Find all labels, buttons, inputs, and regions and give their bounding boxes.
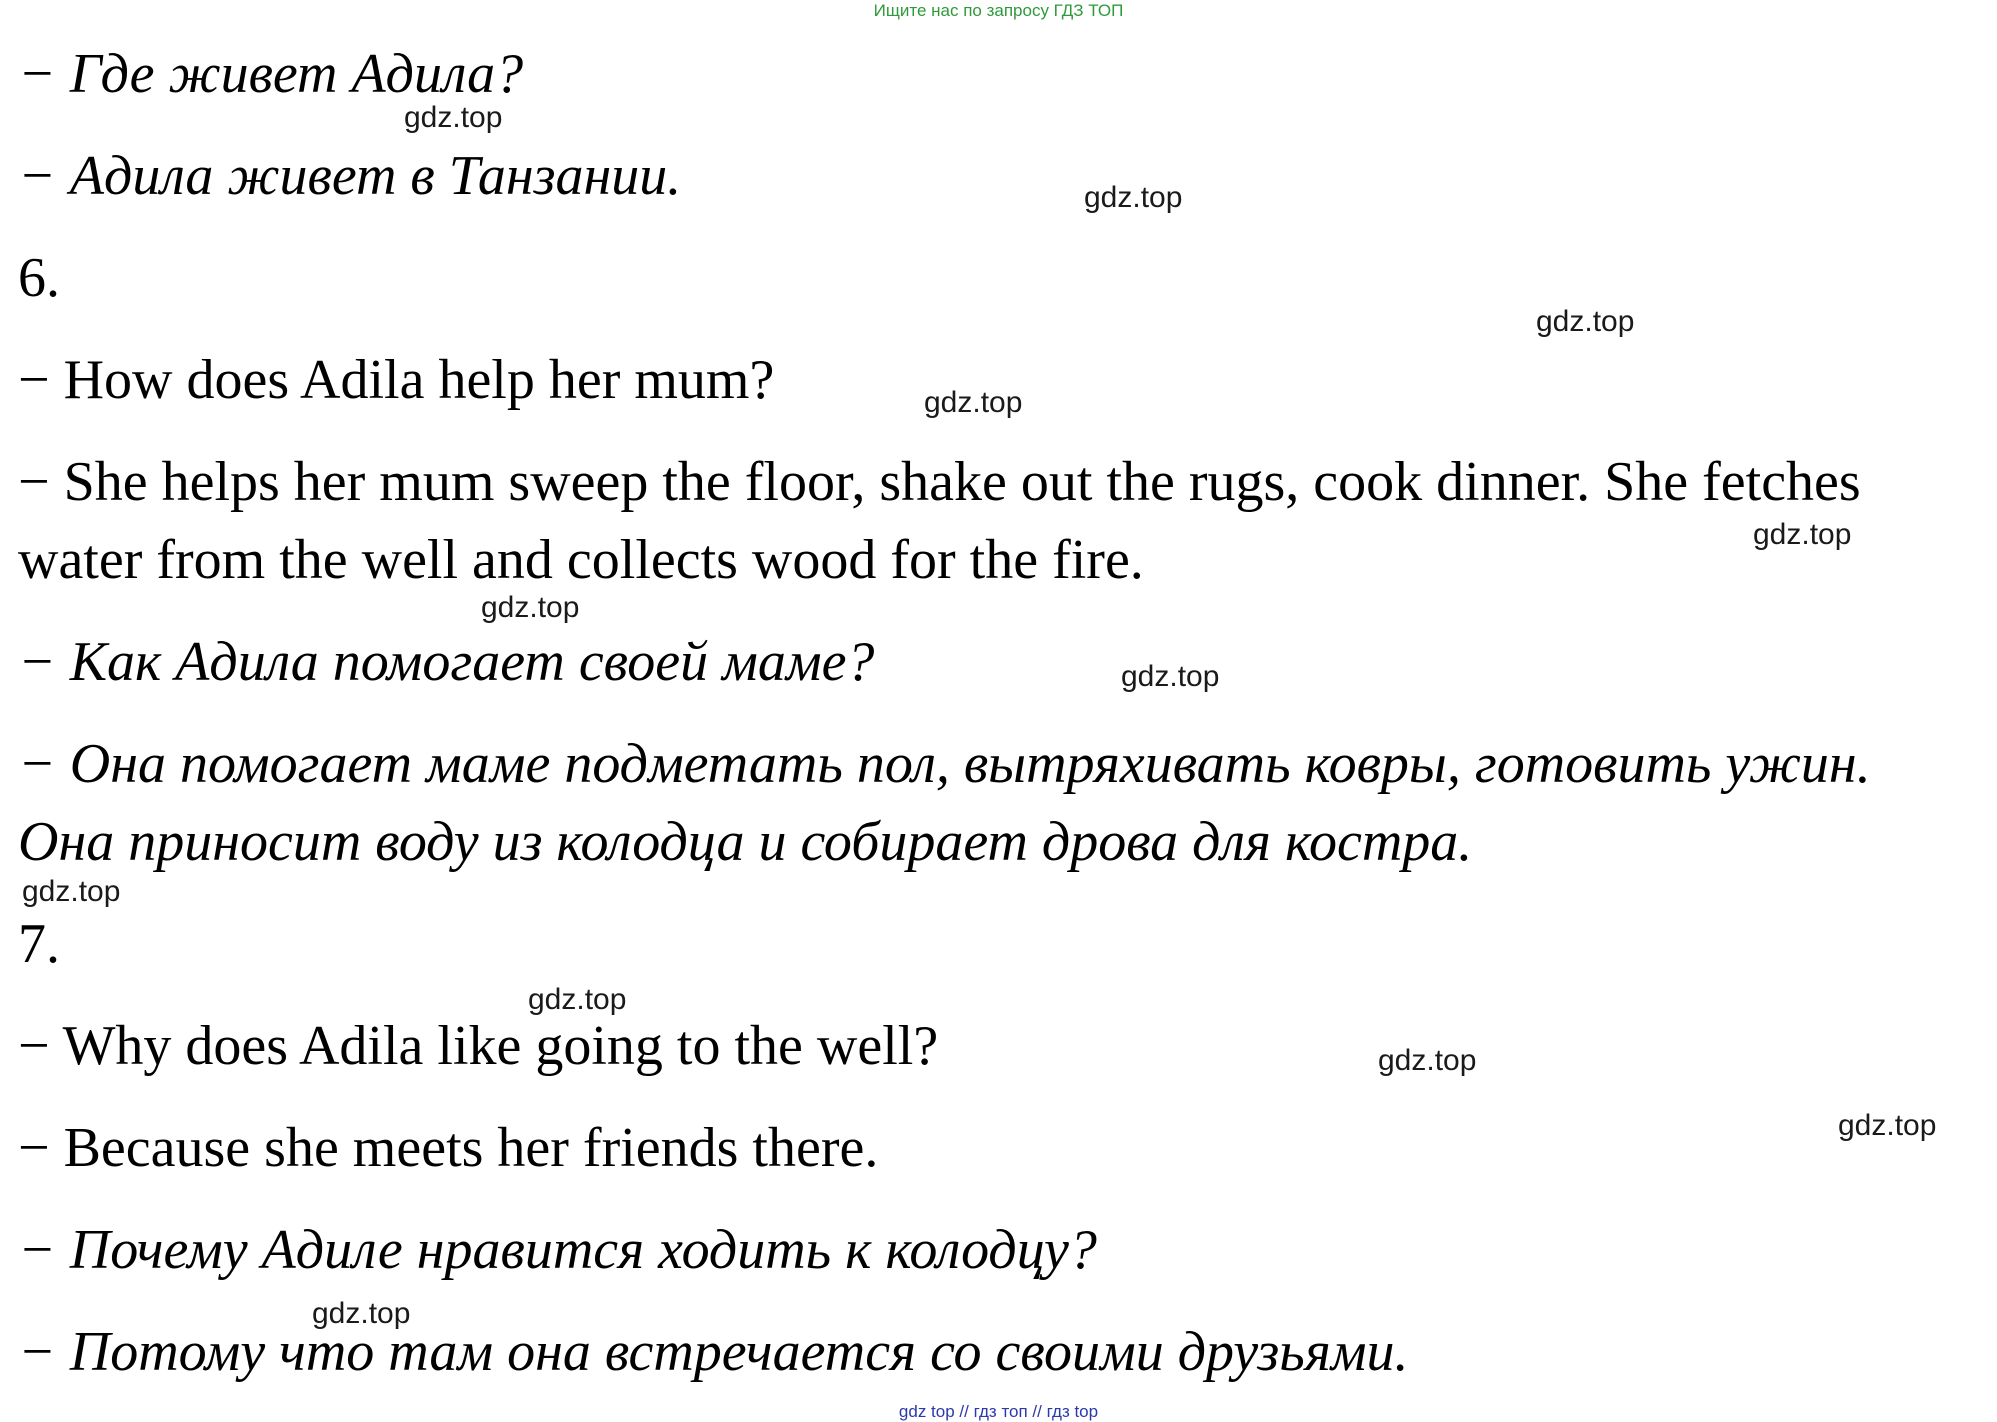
- answer-7-en: − Because she meets her friends there.: [18, 1117, 879, 1179]
- footer-note: gdz top // гдз топ // гдз top: [898, 1402, 1099, 1421]
- watermark: gdz.top: [22, 875, 121, 908]
- answer-7-ru: − Потому что там она встречается со своими друзьями.: [18, 1321, 1409, 1383]
- watermark: gdz.top: [1121, 660, 1220, 693]
- question-5-ru: − Где живет Адила?: [18, 43, 524, 105]
- watermark: gdz.top: [1753, 518, 1852, 551]
- exercise-number-6: 6.: [18, 247, 60, 309]
- answer-6-en-line1: − She helps her mum sweep the floor, shake out the rugs, cook dinner. She fetches: [18, 451, 1861, 513]
- question-6-en: − How does Adila help her mum?: [18, 349, 775, 411]
- header-search-note: Ищите нас по запросу ГДЗ ТОП: [873, 1, 1124, 20]
- watermark: gdz.top: [312, 1297, 411, 1330]
- watermark: gdz.top: [404, 101, 503, 134]
- watermark: gdz.top: [924, 386, 1023, 419]
- watermark: gdz.top: [1378, 1044, 1477, 1077]
- answer-6-ru-line1: − Она помогает маме подметать пол, вытряхивать ковры, готовить ужин.: [18, 733, 1871, 795]
- watermark: gdz.top: [481, 591, 580, 624]
- question-6-ru: − Как Адила помогает своей маме?: [18, 631, 875, 693]
- question-7-en: − Why does Adila like going to the well?: [18, 1015, 939, 1077]
- watermark: gdz.top: [528, 983, 627, 1016]
- answer-6-ru-line2: Она приносит воду из колодца и собирает дрова для костра.: [18, 811, 1473, 873]
- answer-6-en-line2: water from the well and collects wood for the fire.: [18, 529, 1144, 591]
- answer-5-ru: − Адила живет в Танзании.: [18, 145, 682, 207]
- watermark: gdz.top: [1838, 1109, 1937, 1142]
- watermark: gdz.top: [1084, 181, 1183, 214]
- watermark: gdz.top: [1536, 305, 1635, 338]
- question-7-ru: − Почему Адиле нравится ходить к колодцу?: [18, 1219, 1097, 1281]
- exercise-number-7: 7.: [18, 913, 60, 975]
